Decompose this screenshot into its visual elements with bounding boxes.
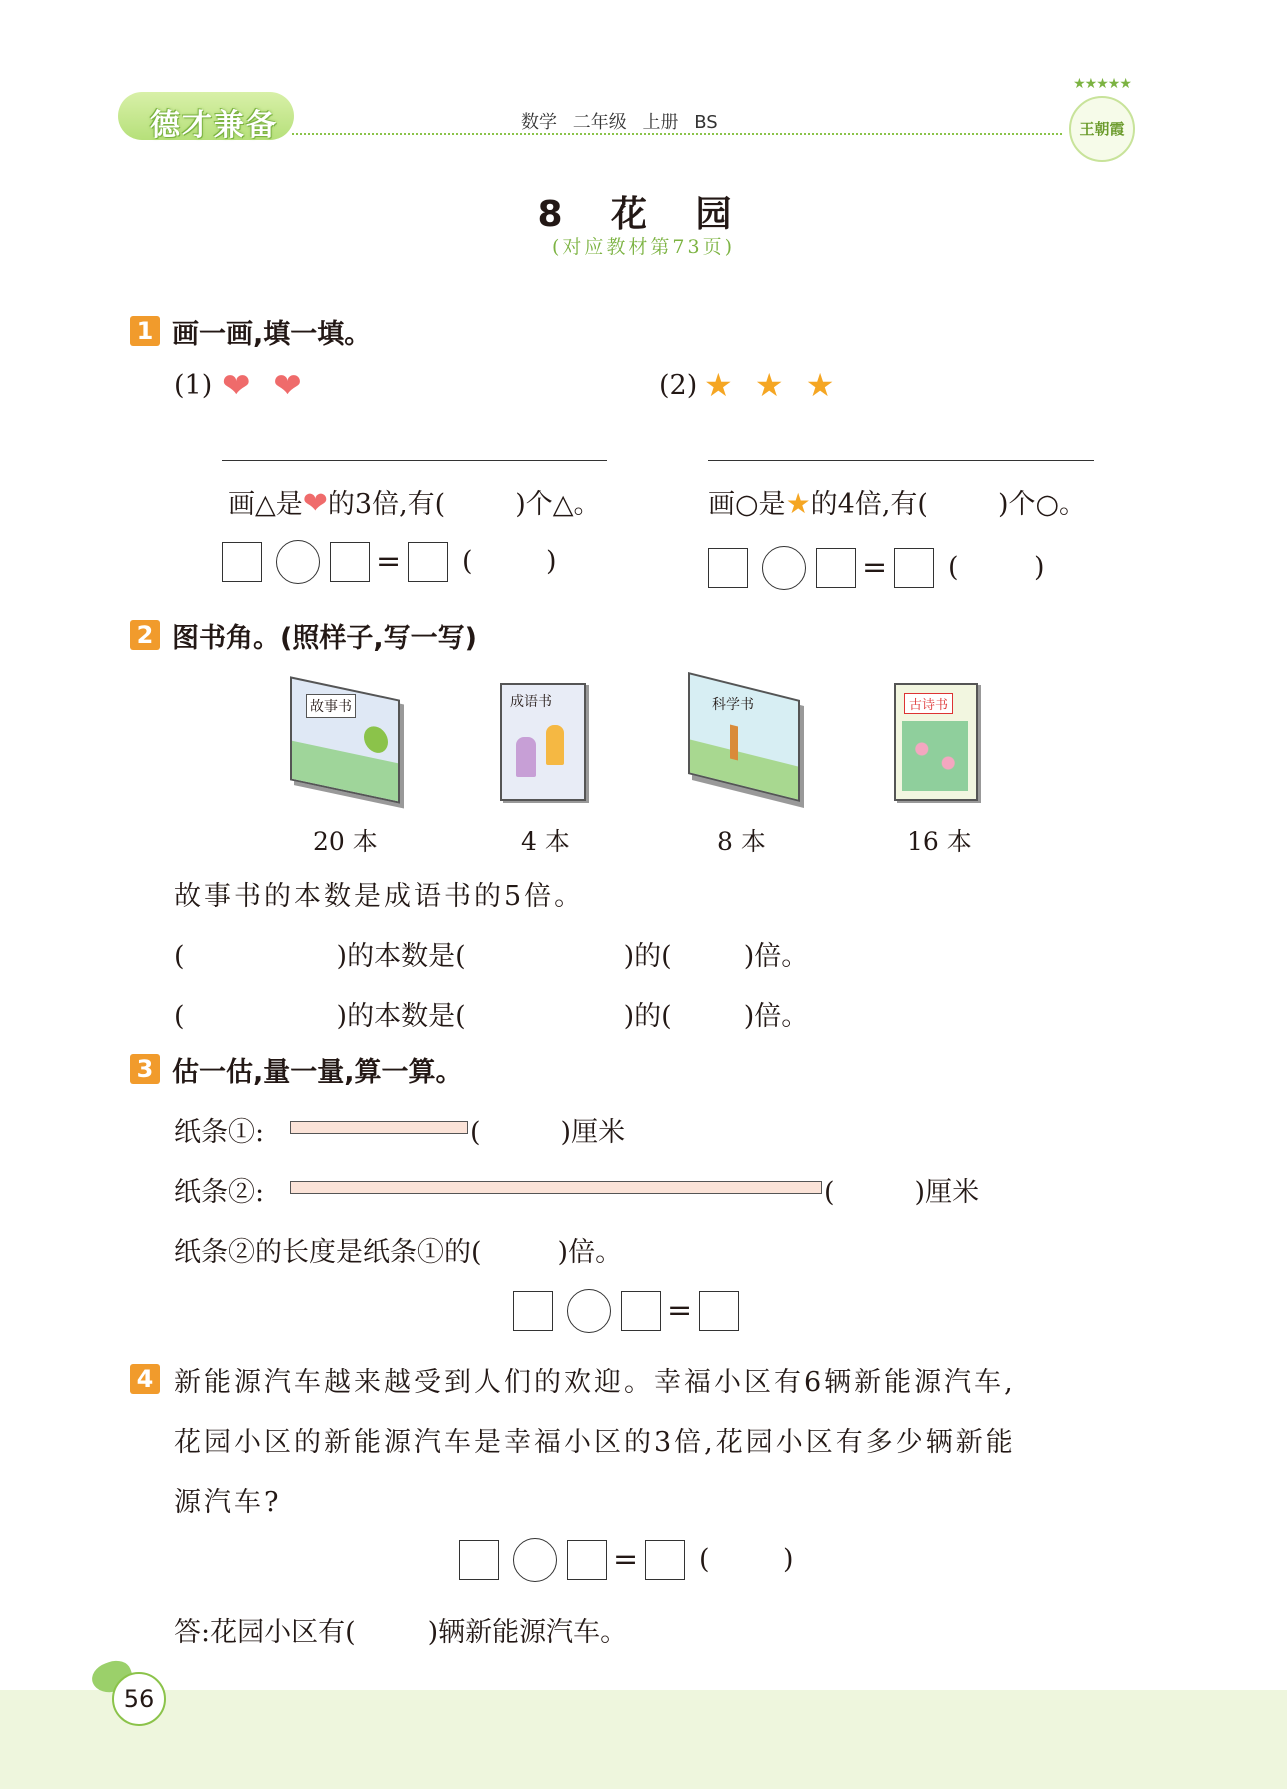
- paper-strip-2: [290, 1181, 822, 1194]
- q1-part1-draw-line[interactable]: [222, 460, 607, 461]
- eq-box[interactable]: [408, 542, 448, 582]
- question-1-title: 画一画,填一填。: [172, 319, 372, 350]
- storybook-picture: [282, 680, 400, 794]
- header-info: [521, 108, 718, 134]
- eq-box[interactable]: [708, 548, 748, 588]
- q4-line-1: 新能源汽车越来越受到人们的欢迎。幸福小区有6辆新能源汽车,: [174, 1367, 1016, 1398]
- book-count: 4 本: [521, 827, 570, 856]
- equals-sign: =: [376, 544, 402, 579]
- eq-operator-circle[interactable]: [567, 1289, 611, 1333]
- idiom-book-picture: [500, 683, 586, 801]
- q1-part2-label: (2): [659, 370, 698, 401]
- eq-box[interactable]: [330, 542, 370, 582]
- question-number-1: 1: [130, 316, 160, 346]
- question-2-title: 图书角。(照样子,写一写): [172, 623, 477, 654]
- eq-box[interactable]: [513, 1291, 553, 1331]
- book-count: 20 本: [313, 827, 378, 856]
- eq-operator-circle[interactable]: [276, 540, 320, 584]
- edition: BS: [694, 112, 718, 133]
- logo-stars: ★★★★★: [1073, 76, 1131, 92]
- eq-operator-circle[interactable]: [513, 1538, 557, 1582]
- q2-fill-line-2: ( )的本数是( )的( )倍。: [174, 1001, 809, 1032]
- publisher-logo: [1062, 76, 1142, 166]
- grade: 二年级: [572, 112, 627, 133]
- footer-band: [0, 1690, 1287, 1789]
- eq-box[interactable]: [222, 542, 262, 582]
- heart-icons: ❤ ❤: [222, 366, 308, 406]
- strip-1-label: 纸条①:: [174, 1117, 265, 1148]
- science-book-picture: [678, 680, 804, 796]
- q3-strip2-answer: ( )厘米: [824, 1177, 980, 1208]
- q4-answer: 答:花园小区有( )辆新能源汽车。: [174, 1617, 628, 1648]
- page-number: 56: [112, 1672, 166, 1726]
- q1-part1-sentence: 画△是❤的3倍,有( )个△。: [228, 486, 601, 521]
- book-label: 古诗书: [904, 693, 953, 714]
- brand-name: 德才兼备: [150, 108, 278, 143]
- page-subtitle: (对应教材第73页): [551, 236, 735, 258]
- heart-icon: ❤: [302, 486, 328, 521]
- strip-2-label: 纸条②:: [174, 1177, 265, 1208]
- question-3-title: 估一估,量一量,算一算。: [172, 1057, 463, 1088]
- star-icons: ★ ★ ★: [704, 366, 841, 404]
- logo-seal: 王朝霞: [1069, 96, 1135, 162]
- q2-example: 故事书的本数是成语书的5倍。: [174, 881, 585, 912]
- question-number-2: 2: [130, 620, 160, 650]
- book-label: 故事书: [306, 694, 356, 718]
- unit-paren-open: (: [462, 546, 473, 577]
- question-number-4: 4: [130, 1364, 160, 1394]
- page-title: 8 花 园: [537, 194, 750, 235]
- book-count: 16 本: [907, 827, 972, 856]
- eq-box[interactable]: [621, 1291, 661, 1331]
- star-icon: ★: [785, 487, 811, 520]
- unit-paren-open: (: [948, 552, 959, 583]
- q2-fill-line-1: ( )的本数是( )的( )倍。: [174, 941, 809, 972]
- q1-part1-label: (1): [174, 370, 213, 401]
- unit-paren-close: ): [546, 546, 557, 577]
- equals-sign: =: [667, 1293, 693, 1328]
- subject: 数学: [521, 112, 557, 133]
- eq-box[interactable]: [459, 1540, 499, 1580]
- equals-sign: =: [862, 550, 888, 585]
- unit-paren-close: ): [1034, 552, 1045, 583]
- book-count: 8 本: [717, 827, 766, 856]
- eq-box[interactable]: [894, 548, 934, 588]
- q1-part2-sentence: 画○是★的4倍,有( )个○。: [708, 487, 1087, 520]
- equals-sign: =: [613, 1542, 639, 1577]
- paper-strip-1: [290, 1121, 468, 1134]
- q4-line-3: 源汽车?: [174, 1487, 282, 1518]
- eq-box[interactable]: [567, 1540, 607, 1580]
- q4-line-2: 花园小区的新能源汽车是幸福小区的3倍,花园小区有多少辆新能: [174, 1427, 1016, 1458]
- eq-operator-circle[interactable]: [762, 546, 806, 590]
- poetry-book-picture: [894, 683, 978, 801]
- question-number-3: 3: [130, 1054, 160, 1084]
- unit-paren-close: ): [783, 1544, 794, 1575]
- eq-box[interactable]: [645, 1540, 685, 1580]
- eq-box[interactable]: [699, 1291, 739, 1331]
- q3-compare: 纸条②的长度是纸条①的( )倍。: [174, 1237, 623, 1268]
- book-label: 成语书: [510, 694, 552, 710]
- volume: 上册: [642, 112, 679, 133]
- q3-strip1-answer: ( )厘米: [470, 1117, 626, 1148]
- q1-part2-draw-line[interactable]: [708, 460, 1094, 461]
- unit-paren-open: (: [699, 1544, 710, 1575]
- book-label: 科学书: [712, 697, 754, 713]
- eq-box[interactable]: [816, 548, 856, 588]
